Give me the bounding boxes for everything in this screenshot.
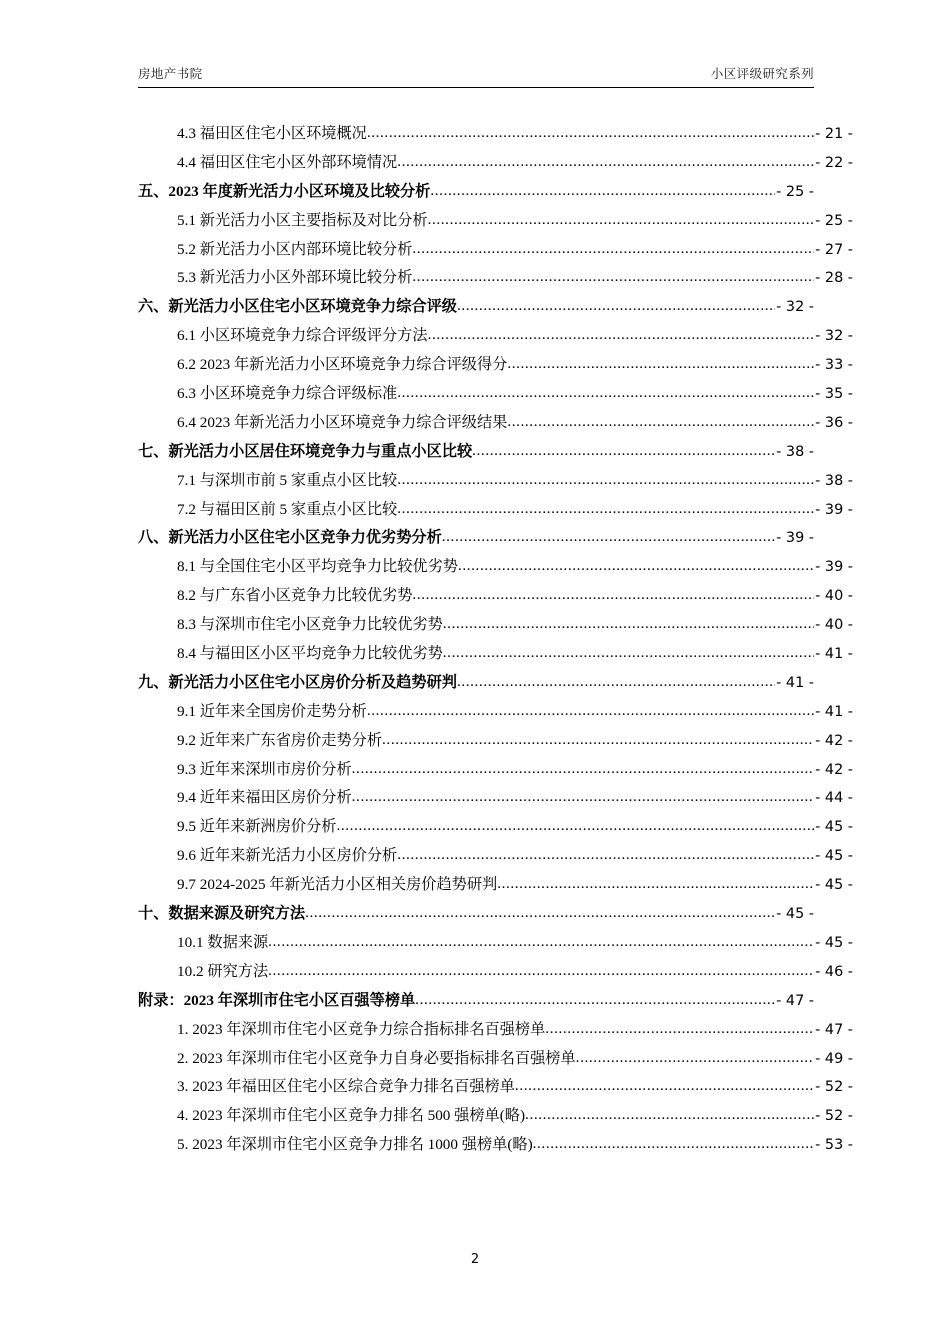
toc-entry[interactable] <box>138 1133 853 1162</box>
toc-leader-dots <box>430 182 775 200</box>
toc-entry[interactable] <box>138 266 853 295</box>
toc-entry-title: 1. 2023 年深圳市住宅小区竞争力综合指标排名百强榜单 <box>177 1020 546 1038</box>
toc-entry-title: 八、新光活力小区住宅小区竞争力优劣势分析 <box>138 529 442 547</box>
toc-entry-page-number: - 22 - <box>815 154 853 171</box>
toc-entry[interactable] <box>138 642 853 671</box>
toc-entry-page-number: - 42 - <box>815 732 853 749</box>
toc-leader-dots <box>458 557 814 575</box>
toc-entry[interactable] <box>138 411 853 440</box>
toc-entry-page-number: - 45 - <box>776 906 814 923</box>
toc-leader-dots <box>382 731 814 749</box>
toc-entry[interactable] <box>138 526 814 555</box>
toc-entry-page-number: - 52 - <box>815 1108 853 1125</box>
toc-entry-title: 8.3 与深圳市住宅小区竞争力比较优劣势 <box>177 616 443 634</box>
toc-entry-page-number: - 52 - <box>815 1079 853 1096</box>
toc-entry-page-number: - 47 - <box>776 992 814 1009</box>
toc-entry[interactable] <box>138 671 814 700</box>
toc-entry[interactable] <box>138 931 853 960</box>
toc-leader-dots <box>428 326 815 344</box>
toc-leader-dots <box>268 933 814 951</box>
toc-entry-page-number: - 39 - <box>776 530 814 547</box>
toc-entry-title: 2. 2023 年深圳市住宅小区竞争力自身必要指标排名百强榜单 <box>177 1049 576 1067</box>
toc-entry-page-number: - 47 - <box>815 1021 853 1038</box>
toc-entry-page-number: - 49 - <box>815 1050 853 1067</box>
toc-leader-dots <box>412 268 814 286</box>
toc-entry-title: 10.1 数据来源 <box>177 933 269 951</box>
toc-entry-title: 8.2 与广东省小区竞争力比较优劣势 <box>177 587 413 605</box>
toc-leader-dots <box>497 875 814 893</box>
toc-entry-title: 5.1 新光活力小区主要指标及对比分析 <box>177 211 428 229</box>
toc-leader-dots <box>397 384 814 402</box>
toc-entry-page-number: - 40 - <box>815 617 853 634</box>
toc-entry-title: 六、新光活力小区住宅小区环境竞争力综合评级 <box>138 298 457 316</box>
toc-entry[interactable] <box>138 238 853 267</box>
toc-leader-dots <box>397 500 814 518</box>
toc-entry[interactable] <box>138 786 853 815</box>
toc-entry-page-number: - 39 - <box>815 501 853 518</box>
toc-entry[interactable] <box>138 1047 853 1076</box>
toc-entry[interactable] <box>138 1104 853 1133</box>
toc-entry-title: 5.2 新光活力小区内部环境比较分析 <box>177 240 413 258</box>
toc-entry-page-number: - 35 - <box>815 386 853 403</box>
toc-entry[interactable] <box>138 1018 853 1047</box>
toc-leader-dots <box>336 817 814 835</box>
toc-leader-dots <box>305 904 775 922</box>
toc-entry[interactable] <box>138 469 853 498</box>
toc-entry-title: 9.2 近年来广东省房价走势分析 <box>177 731 383 749</box>
toc-entry-page-number: - 32 - <box>776 299 814 316</box>
toc-entry[interactable] <box>138 295 814 324</box>
toc-entry-title: 十、数据来源及研究方法 <box>138 905 306 923</box>
toc-entry-page-number: - 41 - <box>815 703 853 720</box>
toc-leader-dots <box>457 673 775 691</box>
toc-entry[interactable] <box>138 758 853 787</box>
toc-entry[interactable] <box>138 902 814 931</box>
toc-leader-dots <box>545 1020 814 1038</box>
toc-entry-page-number: - 45 - <box>815 819 853 836</box>
table-of-contents <box>138 122 853 1162</box>
toc-entry-page-number: - 28 - <box>815 270 853 287</box>
toc-leader-dots <box>412 586 814 604</box>
toc-entry[interactable] <box>138 729 853 758</box>
toc-leader-dots <box>525 1106 814 1124</box>
toc-entry-title: 9.6 近年来新光活力小区房价分析 <box>177 847 398 865</box>
toc-entry-title: 4.4 福田区住宅小区外部环境情况 <box>177 153 398 171</box>
toc-entry[interactable] <box>138 209 853 238</box>
toc-entry-title: 5.3 新光活力小区外部环境比较分析 <box>177 269 413 287</box>
toc-leader-dots <box>397 471 814 489</box>
toc-leader-dots <box>397 846 814 864</box>
toc-entry-title: 九、新光活力小区住宅小区房价分析及趋势研判 <box>138 673 457 691</box>
toc-leader-dots <box>412 240 814 258</box>
toc-entry-title: 附录：2023 年深圳市住宅小区百强等榜单 <box>138 991 416 1009</box>
page-footer <box>0 1250 950 1268</box>
toc-entry[interactable] <box>138 700 853 729</box>
toc-entry-title: 4. 2023 年深圳市住宅小区竞争力排名 500 强榜单(略) <box>177 1107 526 1125</box>
toc-leader-dots <box>268 962 814 980</box>
toc-leader-dots <box>443 615 814 633</box>
toc-entry-page-number: - 42 - <box>815 761 853 778</box>
header-right-text: 小区评级研究系列 <box>710 66 814 81</box>
toc-entry[interactable] <box>138 1075 853 1104</box>
toc-entry[interactable] <box>138 989 814 1018</box>
toc-entry-title: 4.3 福田区住宅小区环境概况 <box>177 125 367 142</box>
toc-entry-page-number: - 44 - <box>815 790 853 807</box>
toc-leader-dots <box>352 760 814 778</box>
toc-entry-page-number: - 27 - <box>815 241 853 258</box>
toc-entry-title: 七、新光活力小区居住环境竞争力与重点小区比较 <box>138 442 473 460</box>
toc-entry[interactable] <box>138 960 853 989</box>
toc-entry[interactable] <box>138 584 853 613</box>
toc-entry-page-number: - 25 - <box>815 212 853 229</box>
toc-entry-page-number: - 32 - <box>815 328 853 345</box>
toc-entry-title: 9.4 近年来福田区房价分析 <box>177 789 352 807</box>
toc-leader-dots <box>442 528 775 546</box>
toc-entry-title: 7.2 与福田区前 5 家重点小区比较 <box>177 500 398 518</box>
toc-entry-title: 9.7 2024-2025 年新光活力小区相关房价趋势研判 <box>177 876 498 894</box>
toc-entry-page-number: - 25 - <box>776 183 814 200</box>
toc-entry-title: 9.1 近年来全国房价走势分析 <box>177 702 367 720</box>
toc-entry[interactable] <box>138 815 853 844</box>
toc-leader-dots <box>533 1135 815 1153</box>
toc-entry-title: 8.1 与全国住宅小区平均竞争力比较优劣势 <box>177 558 458 576</box>
toc-entry-page-number: - 41 - <box>815 646 853 663</box>
toc-entry[interactable] <box>138 498 853 527</box>
toc-leader-dots <box>397 153 814 171</box>
toc-leader-dots <box>415 991 775 1009</box>
toc-entry-title: 6.2 2023 年新光活力小区环境竞争力综合评级得分 <box>177 356 508 374</box>
toc-leader-dots <box>507 413 814 431</box>
toc-entry-title: 6.1 小区环境竞争力综合评级评分方法 <box>177 327 428 345</box>
toc-entry[interactable] <box>138 122 853 151</box>
toc-entry-title: 6.4 2023 年新光活力小区环境竞争力综合评级结果 <box>177 413 508 431</box>
toc-entry-title: 6.3 小区环境竞争力综合评级标准 <box>177 385 398 403</box>
toc-entry-page-number: - 45 - <box>815 848 853 865</box>
header-left-text: 房地产书院 <box>138 66 203 81</box>
toc-leader-dots <box>352 788 814 806</box>
toc-entry-page-number: - 21 - <box>815 126 853 142</box>
toc-entry[interactable] <box>138 613 853 642</box>
toc-entry[interactable] <box>138 324 853 353</box>
toc-entry-title: 3. 2023 年福田区住宅小区综合竞争力排名百强榜单 <box>177 1078 515 1096</box>
toc-entry-page-number: - 41 - <box>776 674 814 691</box>
toc-entry[interactable] <box>138 151 853 180</box>
toc-entry-title: 五、2023 年度新光活力小区环境及比较分析 <box>138 182 431 200</box>
toc-leader-dots <box>367 124 814 142</box>
toc-leader-dots <box>576 1049 814 1067</box>
toc-entry-title: 8.4 与福田区小区平均竞争力比较优劣势 <box>177 645 443 663</box>
toc-leader-dots <box>507 355 814 373</box>
toc-entry-title: 9.5 近年来新洲房价分析 <box>177 818 337 836</box>
header-divider <box>138 87 814 88</box>
toc-entry-page-number: - 39 - <box>815 559 853 576</box>
running-header <box>138 64 814 88</box>
toc-entry-page-number: - 46 - <box>815 963 853 980</box>
toc-leader-dots <box>367 702 814 720</box>
toc-leader-dots <box>457 297 775 315</box>
toc-entry-page-number: - 33 - <box>815 357 853 374</box>
toc-entry-page-number: - 38 - <box>815 472 853 489</box>
toc-entry-page-number: - 45 - <box>815 877 853 894</box>
toc-entry-title: 9.3 近年来深圳市房价分析 <box>177 760 352 778</box>
toc-entry[interactable] <box>138 440 814 469</box>
toc-entry-page-number: - 45 - <box>815 934 853 951</box>
header-row <box>138 64 814 87</box>
toc-entry[interactable] <box>138 844 853 873</box>
toc-entry-title: 7.1 与深圳市前 5 家重点小区比较 <box>177 471 398 489</box>
toc-entry[interactable] <box>138 180 814 209</box>
toc-leader-dots <box>472 442 775 460</box>
toc-entry-page-number: - 38 - <box>776 443 814 460</box>
toc-entry[interactable] <box>138 555 853 584</box>
toc-entry-page-number: - 36 - <box>815 414 853 431</box>
toc-entry[interactable] <box>138 873 853 902</box>
toc-leader-dots <box>443 644 814 662</box>
toc-leader-dots <box>428 211 815 229</box>
footer-page-number: 2 <box>470 1252 480 1267</box>
toc-entry-page-number: - 40 - <box>815 588 853 605</box>
toc-entry[interactable] <box>138 382 853 411</box>
toc-entry-title: 10.2 研究方法 <box>177 962 269 980</box>
toc-entry-page-number: - 53 - <box>815 1137 853 1154</box>
toc-leader-dots <box>515 1077 814 1095</box>
toc-entry[interactable] <box>138 353 853 382</box>
toc-entry-title: 5. 2023 年深圳市住宅小区竞争力排名 1000 强榜单(略) <box>177 1136 533 1154</box>
